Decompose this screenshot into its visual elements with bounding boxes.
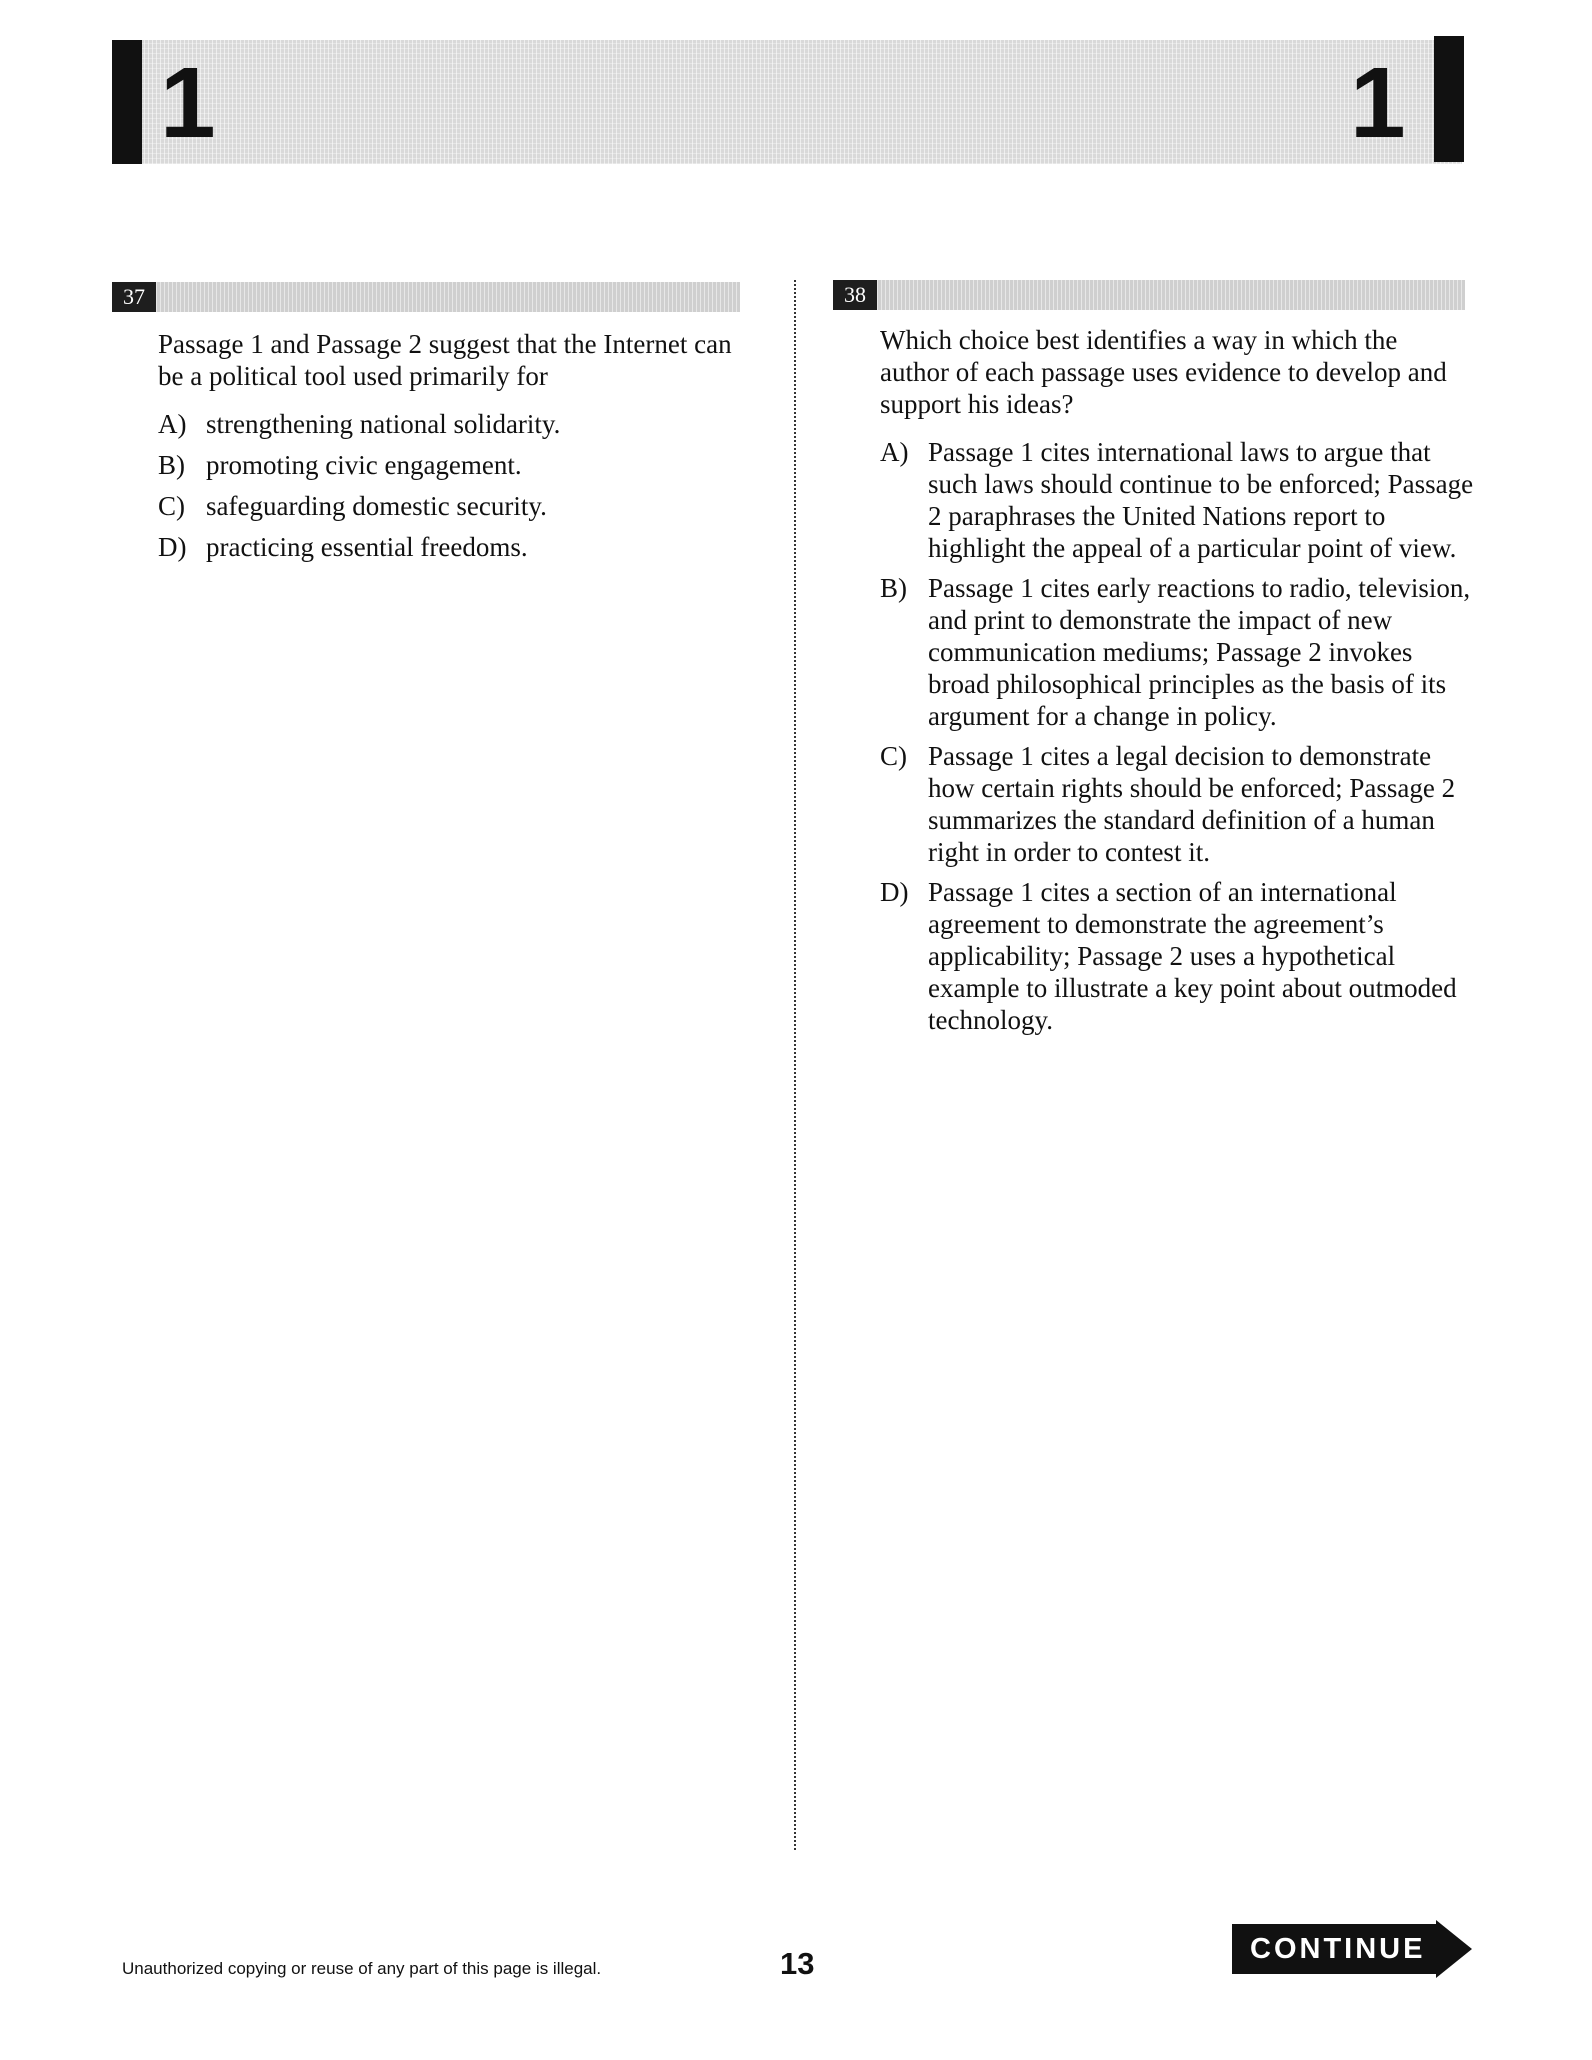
question-38-stem: Which choice best identifies a way in which the author of each passage uses evidence to develop and support his ideas?: [880, 325, 1447, 419]
question-38-choice-b[interactable]: [880, 572, 1475, 732]
question-37-choice-a[interactable]: [158, 408, 758, 440]
section-header-band: [112, 40, 1462, 164]
section-header-right-bar: [1434, 36, 1464, 162]
choice-text: safeguarding domestic security.: [206, 491, 547, 521]
question-38-choice-c[interactable]: [880, 740, 1475, 868]
question-38-header-bar: [833, 280, 1465, 310]
choice-letter: C): [880, 741, 907, 771]
choice-text: strengthening national solidarity.: [206, 409, 561, 439]
section-number-left: 1: [160, 47, 216, 159]
choice-text: practicing essential freedoms.: [206, 532, 528, 562]
choice-text: Passage 1 cites early reactions to radio, television, and print to demonstrate the impact of new communication mediums; Passage 2 invokes broad philosophical principles as the basis of its argument for a change in policy.: [928, 573, 1471, 731]
question-38-choice-d[interactable]: [880, 876, 1475, 1036]
column-divider: [794, 280, 796, 1850]
choice-letter: A): [880, 437, 909, 467]
choice-letter: B): [158, 450, 185, 480]
question-37-choice-b[interactable]: [158, 449, 758, 481]
choice-letter: B): [880, 573, 907, 603]
section-number-right: 1: [1350, 47, 1406, 159]
question-37-choice-c[interactable]: [158, 490, 758, 522]
choice-letter: A): [158, 409, 187, 439]
choice-text: Passage 1 cites international laws to argue that such laws should continue to be enforced; Passage 2 paraphrases the United Nations report to highlight the appeal of a particular point of view.: [928, 437, 1474, 563]
choice-text: promoting civic engagement.: [206, 450, 522, 480]
copyright-notice: Unauthorized copying or reuse of any part of this page is illegal.: [122, 1959, 602, 1978]
choice-letter: C): [158, 491, 185, 521]
page-number: 13: [780, 1946, 815, 1981]
continue-button[interactable]: [1232, 1920, 1472, 1978]
section-header-left-bar: [112, 40, 142, 164]
question-37-stem: Passage 1 and Passage 2 suggest that the Internet can be a political tool used primarily for: [158, 329, 732, 391]
question-37-choice-d[interactable]: [158, 531, 758, 563]
choice-text: Passage 1 cites a legal decision to demonstrate how certain rights should be enforced; Passage 2 summarizes the standard definition of a human right in order to contest it.: [928, 741, 1456, 867]
question-37-header-bar: [112, 282, 740, 312]
choice-letter: D): [880, 877, 909, 907]
choice-letter: D): [158, 532, 187, 562]
choice-text: Passage 1 cites a section of an international agreement to demonstrate the agreement’s applicability; Passage 2 uses a hypothetical example to illustrate a key point about outmoded technology.: [928, 877, 1457, 1035]
question-38-choices: [880, 436, 1475, 1044]
continue-label: CONTINUE: [1250, 1933, 1426, 1965]
question-38-choice-a[interactable]: [880, 436, 1475, 564]
question-38-number: 38: [833, 280, 877, 310]
question-37-number: 37: [112, 282, 156, 312]
question-37-choices: [158, 408, 758, 572]
